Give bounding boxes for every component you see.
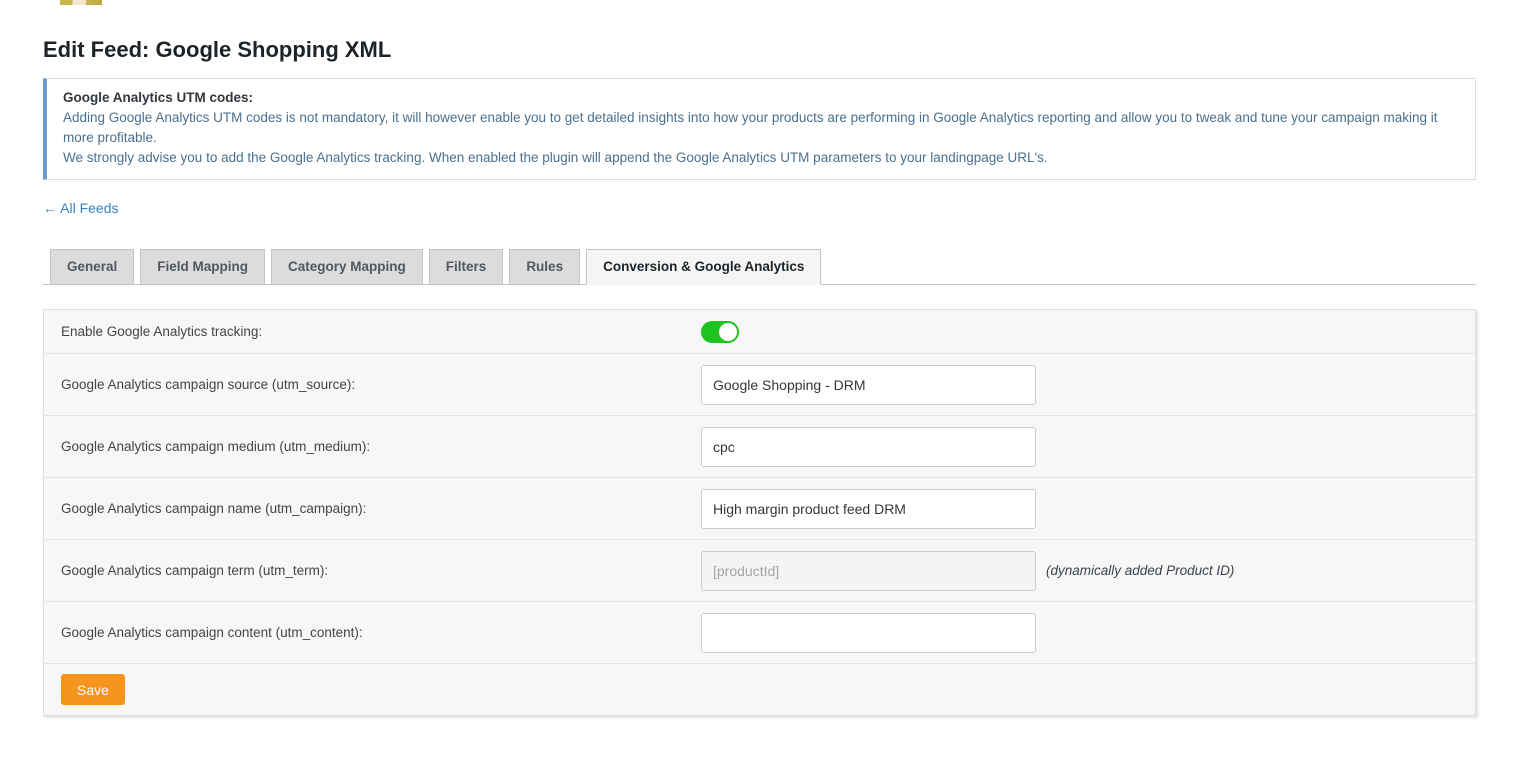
main-content xyxy=(43,0,1476,716)
form-row-utm-content xyxy=(44,602,1475,664)
enable-tracking-toggle[interactable] xyxy=(701,321,739,343)
form-row-save xyxy=(44,664,1475,715)
form-row-utm-term xyxy=(44,540,1475,602)
utm-content-input[interactable] xyxy=(701,613,1036,653)
partial-logo-image xyxy=(60,0,102,5)
notice-line-1: Adding Google Analytics UTM codes is not mandatory, it will however enable you to get detailed insights into how your products are performing in Google Analytics reporting and allow you to tweak and tune your campaign making it more profitable. xyxy=(63,110,1438,145)
tab-filters[interactable]: Filters xyxy=(429,249,504,284)
utm-medium-label: Google Analytics campaign medium (utm_medium): xyxy=(61,439,371,454)
tab-bar xyxy=(43,249,1476,285)
form-row-utm-source xyxy=(44,354,1475,416)
utm-source-label: Google Analytics campaign source (utm_source): xyxy=(61,377,356,392)
utm-term-input[interactable] xyxy=(701,551,1036,591)
utm-campaign-label: Google Analytics campaign name (utm_campaign): xyxy=(61,501,367,516)
utm-campaign-input[interactable] xyxy=(701,489,1036,529)
utm-medium-input[interactable] xyxy=(701,427,1036,467)
utm-term-note: (dynamically added Product ID) xyxy=(1046,563,1235,578)
tab-category-mapping[interactable]: Category Mapping xyxy=(271,249,423,284)
notice-line-2: We strongly advise you to add the Google Analytics tracking. When enabled the plugin will append the Google Analytics UTM parameters to your landingpage URL's. xyxy=(63,150,1048,165)
tab-field-mapping[interactable]: Field Mapping xyxy=(140,249,265,284)
form-row-utm-medium xyxy=(44,416,1475,478)
save-button[interactable]: Save xyxy=(61,674,125,705)
tab-conversion-google-analytics[interactable]: Conversion & Google Analytics xyxy=(586,249,821,285)
enable-tracking-label: Enable Google Analytics tracking: xyxy=(61,324,263,339)
notice-title: Google Analytics UTM codes: xyxy=(63,90,254,105)
tab-rules[interactable]: Rules xyxy=(509,249,580,284)
tab-general[interactable]: General xyxy=(50,249,134,284)
form-row-enable-tracking xyxy=(44,310,1475,354)
utm-term-label: Google Analytics campaign term (utm_term): xyxy=(61,563,329,578)
utm-source-input[interactable] xyxy=(701,365,1036,405)
form-row-utm-campaign xyxy=(44,478,1475,540)
analytics-utm-notice xyxy=(43,78,1476,180)
settings-panel xyxy=(43,309,1476,716)
all-feeds-link[interactable]: ← All Feeds xyxy=(43,200,119,216)
utm-content-label: Google Analytics campaign content (utm_content): xyxy=(61,625,363,640)
page-title: Edit Feed: Google Shopping XML xyxy=(43,37,392,62)
toggle-knob xyxy=(719,323,737,341)
